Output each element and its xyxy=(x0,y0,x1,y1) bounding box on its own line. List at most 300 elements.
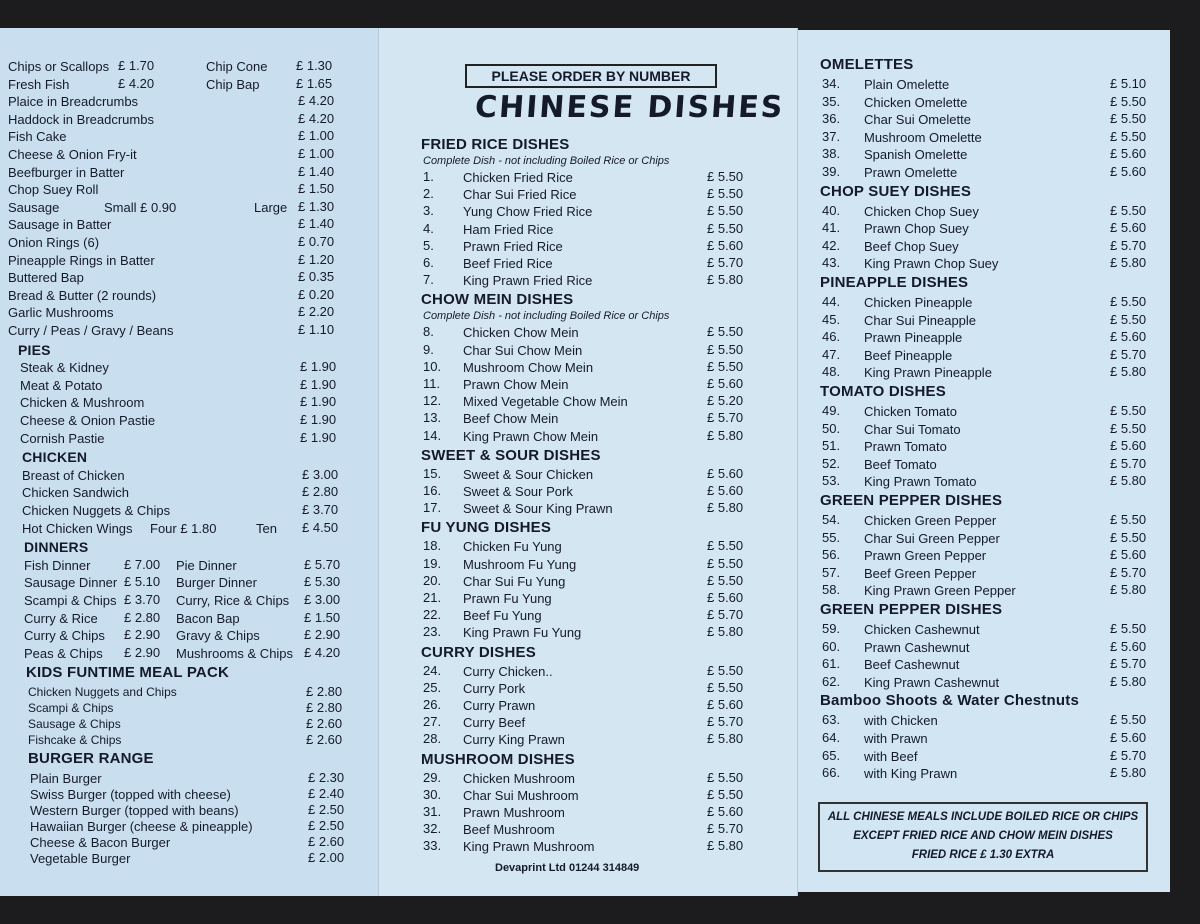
menu-item-price: £ 5.50 xyxy=(1110,111,1147,127)
item-number: 54. xyxy=(822,512,841,527)
menu-item-name: Chicken Chop Suey xyxy=(864,203,979,219)
menu-item-price: £ 1.00 xyxy=(298,128,335,144)
menu-item-name: King Prawn Fried Rice xyxy=(463,273,593,289)
item-number: 51. xyxy=(822,438,841,454)
section-title: SWEET & SOUR DISHES xyxy=(421,446,601,464)
menu-item-name: Prawn Mushroom xyxy=(463,805,565,820)
menu-item-size: Small £ 0.90 xyxy=(104,199,177,215)
menu-item-name: Sausage & Chips xyxy=(28,717,121,731)
menu-item-price: £ 5.80 xyxy=(707,731,744,747)
menu-item-name: Char Sui Tomato xyxy=(864,421,961,437)
menu-item-name: Mushroom Fu Yung xyxy=(463,556,577,572)
menu-item-price: £ 5.50 xyxy=(1110,420,1147,436)
menu-item-name: Chips or Scallops xyxy=(8,59,110,74)
menu-item-price: £ 5.60 xyxy=(1110,329,1147,345)
menu-item-name: Meat & Potato xyxy=(20,377,103,393)
section-title: PIES xyxy=(18,341,51,358)
menu-item-name: Cheese & Onion Fry-it xyxy=(8,147,137,162)
menu-item-price: £ 5.50 xyxy=(1110,403,1147,418)
item-number: 60. xyxy=(822,638,841,654)
section-note: Complete Dish - not including Boiled Rice or Chips xyxy=(423,310,670,323)
menu-item-name: Sausage xyxy=(8,199,60,215)
menu-item-name: Sausage in Batter xyxy=(8,217,112,233)
menu-item-price: £ 1.40 xyxy=(298,216,335,232)
menu-item-name: Chip Bap xyxy=(206,76,260,92)
menu-item-name: Chicken Nuggets and Chips xyxy=(28,685,177,699)
item-number: 21. xyxy=(423,590,442,605)
section-title: BURGER RANGE xyxy=(28,750,154,767)
menu-item-price: £ 5.80 xyxy=(1110,582,1147,598)
menu-item-name: Plain Burger xyxy=(30,770,102,786)
item-number: 63. xyxy=(822,712,841,728)
item-number: 30. xyxy=(423,786,442,802)
item-number: 42. xyxy=(822,237,841,253)
menu-item-size: Four £ 1.80 xyxy=(150,520,217,536)
menu-item-price: £ 5.50 xyxy=(1110,294,1147,309)
item-number: 15. xyxy=(423,465,442,481)
menu-item-price: £ 5.50 xyxy=(707,341,744,357)
menu-item-name: Swiss Burger (topped with cheese) xyxy=(30,786,231,802)
item-number: 1. xyxy=(423,169,434,184)
menu-item-name: Burger Dinner xyxy=(176,575,257,591)
menu-item-name: Cheese & Bacon Burger xyxy=(30,834,171,850)
menu-item-price: £ 5.50 xyxy=(707,220,744,236)
menu-item-name: Chicken Tomato xyxy=(864,404,957,419)
section-title: CHOP SUEY DISHES xyxy=(820,182,972,200)
menu-item-name: Pie Dinner xyxy=(176,557,237,573)
section-title: FU YUNG DISHES xyxy=(421,519,552,537)
menu-item-name: King Prawn Pineapple xyxy=(864,365,992,381)
item-number: 31. xyxy=(423,804,442,819)
menu-item-name: Chip Cone xyxy=(206,59,268,74)
menu-item-name: Plain Omelette xyxy=(864,77,950,92)
menu-item-name: Char Sui Omelette xyxy=(864,112,971,128)
printer-credit: Devaprint Ltd 01244 314849 xyxy=(495,862,640,874)
menu-item-price: £ 5.60 xyxy=(707,804,744,819)
menu-item-name: Vegetable Burger xyxy=(30,850,131,866)
menu-item-price: £ 3.00 xyxy=(304,592,341,607)
menu-item-name: King Prawn Fu Yung xyxy=(463,625,582,641)
item-number: 61. xyxy=(822,656,841,672)
menu-item-name: Mixed Vegetable Chow Mein xyxy=(463,394,628,410)
menu-item-price: £ 5.50 xyxy=(707,662,744,678)
section-title: PINEAPPLE DISHES xyxy=(820,274,969,291)
menu-item-name: Spanish Omelette xyxy=(864,147,968,163)
item-number: 55. xyxy=(822,529,841,545)
menu-item-price: £ 5.80 xyxy=(1110,673,1147,689)
menu-item-price: £ 5.80 xyxy=(707,500,744,516)
menu-item-name: Beef Fried Rice xyxy=(463,256,553,271)
menu-item-name: Prawn Tomato xyxy=(864,439,947,455)
item-number: 20. xyxy=(423,572,442,588)
menu-item-name: Scampi & Chips xyxy=(28,701,114,715)
menu-item-price: £ 5.80 xyxy=(1110,364,1147,380)
menu-item-name: Mushroom Chow Mein xyxy=(463,359,594,375)
item-number: 11. xyxy=(423,376,441,391)
item-number: 29. xyxy=(423,769,442,785)
menu-item-name: Curry / Peas / Gravy / Beans xyxy=(8,323,174,338)
menu-item-name: Chicken Mushroom xyxy=(463,770,575,786)
menu-item-name: with King Prawn xyxy=(864,766,958,782)
item-number: 26. xyxy=(423,697,442,712)
menu-item-name: Fresh Fish xyxy=(8,76,70,92)
menu-item-size: Ten xyxy=(256,520,277,536)
item-number: 24. xyxy=(423,662,442,678)
menu-item-price: £ 0.70 xyxy=(298,234,335,249)
menu-item-price: £ 5.50 xyxy=(1110,529,1147,545)
menu-item-price: £ 5.70 xyxy=(1110,747,1147,763)
menu-item-name: Beef Cashewnut xyxy=(864,657,960,673)
menu-item-price: £ 5.80 xyxy=(707,838,744,854)
item-number: 28. xyxy=(423,731,442,747)
menu-item-name: Pineapple Rings in Batter xyxy=(8,252,155,268)
menu-item-price: £ 1.10 xyxy=(298,322,335,337)
menu-item-name: Prawn Chop Suey xyxy=(864,221,969,237)
menu-item-price: £ 2.60 xyxy=(306,716,343,731)
menu-item-name: Cheese & Onion Pastie xyxy=(20,413,156,428)
menu-item-price: £ 5.50 xyxy=(707,679,744,695)
item-number: 40. xyxy=(822,202,841,218)
menu-item-price: £ 1.20 xyxy=(298,251,335,267)
menu-item-name: Steak & Kidney xyxy=(20,360,109,376)
menu-item-price: £ 5.70 xyxy=(707,255,744,270)
item-number: 32. xyxy=(423,821,442,837)
menu-item-price: £ 5.60 xyxy=(707,697,744,712)
item-number: 7. xyxy=(423,272,434,288)
menu-item-price: £ 5.80 xyxy=(707,624,744,640)
menu-item-name: Hot Chicken Wings xyxy=(22,520,133,536)
section-title: GREEN PEPPER DISHES xyxy=(820,492,1003,509)
section-title: Bamboo Shoots & Water Chestnuts xyxy=(820,692,1079,710)
menu-item-price: £ 4.20 xyxy=(118,75,155,91)
menu-item-name: Prawn Cashewnut xyxy=(864,639,970,655)
menu-item-price: £ 5.50 xyxy=(1110,311,1147,327)
menu-item-name: Fishcake & Chips xyxy=(28,733,122,747)
menu-item-name: Hawaiian Burger (cheese & pineapple) xyxy=(30,818,253,834)
menu-item-name: Bacon Bap xyxy=(176,610,240,626)
menu-item-price: £ 5.70 xyxy=(707,410,744,426)
menu-item-price: £ 5.70 xyxy=(304,556,341,572)
menu-item-name: Beef Pineapple xyxy=(864,347,953,363)
section-note: Complete Dish - not including Boiled Rice or Chips xyxy=(423,155,670,167)
menu-item-name: Chicken Chow Mein xyxy=(463,325,579,341)
menu-item-price: £ 5.70 xyxy=(1110,564,1147,580)
menu-item-name: Char Sui Fried Rice xyxy=(463,187,577,203)
menu-item-price: £ 5.50 xyxy=(1110,621,1147,636)
menu-item-price: £ 1.30 xyxy=(296,58,333,73)
menu-item-price: £ 1.00 xyxy=(298,146,335,161)
menu-item-price: £ 5.50 xyxy=(707,169,744,184)
menu-item-price: £ 5.70 xyxy=(1110,237,1147,253)
menu-item-name: Fish Cake xyxy=(8,129,67,145)
menu-item-name: Char Sui Pineapple xyxy=(864,312,977,328)
menu-item-price: £ 5.50 xyxy=(707,572,744,588)
menu-item-price: £ 5.80 xyxy=(1110,255,1147,271)
menu-item-name: Chicken Omelette xyxy=(864,94,968,110)
menu-item-name: King Prawn Green Pepper xyxy=(864,583,1016,599)
section-title: GREEN PEPPER DISHES xyxy=(820,601,1003,618)
section-title: OMELETTES xyxy=(820,56,914,73)
item-number: 10. xyxy=(423,358,442,374)
menu-item-name: Beef Tomato xyxy=(864,456,937,472)
menu-item-name: Scampi & Chips xyxy=(24,593,117,608)
menu-item-name: King Prawn Chop Suey xyxy=(864,256,999,272)
menu-item-price: £ 5.70 xyxy=(1110,455,1147,471)
menu-item-name: Char Sui Mushroom xyxy=(463,787,579,803)
menu-item-price: £ 5.70 xyxy=(707,821,744,837)
menu-item-name: King Prawn Cashewnut xyxy=(864,674,1000,690)
menu-item-price: £ 5.50 xyxy=(707,358,744,374)
menu-item-price: £ 2.80 xyxy=(306,684,343,699)
menu-item-price: £ 5.60 xyxy=(1110,438,1147,454)
menu-item-name: with Beef xyxy=(864,748,918,764)
menu-item-price: £ 2.80 xyxy=(302,484,339,500)
menu-item-price: £ 1.50 xyxy=(304,609,341,625)
menu-item-name: Garlic Mushrooms xyxy=(8,305,114,321)
menu-item-price: £ 1.90 xyxy=(300,429,337,445)
menu-item-name: Plaice in Breadcrumbs xyxy=(8,94,139,110)
menu-item-name: Chicken Nuggets & Chips xyxy=(22,503,171,518)
menu-item-price: £ 5.60 xyxy=(1110,547,1147,563)
section-title: CHICKEN xyxy=(22,449,88,466)
middle-panel xyxy=(378,28,798,896)
menu-item-name: Beef Mushroom xyxy=(463,822,555,838)
chinese-dishes-title: CHINESE DISHES xyxy=(473,90,786,125)
menu-item-price: £ 5.60 xyxy=(1110,164,1147,179)
menu-item-name: King Prawn Mushroom xyxy=(463,839,595,855)
item-number: 62. xyxy=(822,673,841,689)
menu-item-price: £ 5.50 xyxy=(707,186,744,202)
menu-item-price: £ 2.90 xyxy=(124,627,161,643)
section-title: CURRY DISHES xyxy=(421,643,536,661)
menu-item-price: £ 5.60 xyxy=(707,590,744,605)
menu-item-name: Onion Rings (6) xyxy=(8,235,100,250)
item-number: 23. xyxy=(423,624,442,640)
menu-item-price: £ 5.50 xyxy=(707,769,744,785)
item-number: 57. xyxy=(822,564,841,580)
menu-item-price: £ 5.60 xyxy=(707,237,744,253)
menu-item-price: £ 5.60 xyxy=(707,465,744,481)
menu-item-name: Chicken Cashewnut xyxy=(864,622,980,637)
item-number: 65. xyxy=(822,747,841,763)
menu-item-price: £ 5.70 xyxy=(707,607,744,623)
item-number: 56. xyxy=(822,547,841,563)
menu-item-price: £ 5.50 xyxy=(707,203,744,219)
menu-item-price: £ 2.50 xyxy=(308,801,345,817)
item-number: 43. xyxy=(822,255,841,271)
menu-item-name: Curry & Rice xyxy=(24,610,98,626)
item-number: 25. xyxy=(423,679,442,695)
menu-item-name: Fish Dinner xyxy=(24,557,91,573)
menu-item-price: £ 5.60 xyxy=(707,483,744,498)
item-number: 58. xyxy=(822,582,841,598)
item-number: 4. xyxy=(423,220,434,236)
menu-item-price: £ 5.50 xyxy=(1110,202,1147,218)
menu-item-price: £ 5.60 xyxy=(1110,730,1147,745)
menu-item-name: Char Sui Chow Mein xyxy=(463,342,583,358)
menu-item-name: Beef Green Pepper xyxy=(864,565,977,581)
menu-item-price: £ 1.65 xyxy=(296,75,333,91)
item-number: 2. xyxy=(423,186,434,202)
item-number: 19. xyxy=(423,555,442,571)
section-title: DINNERS xyxy=(24,539,89,556)
item-number: 22. xyxy=(423,607,442,623)
menu-item-price: £ 0.35 xyxy=(298,269,335,285)
menu-item-price: £ 5.50 xyxy=(707,538,744,554)
item-number: 9. xyxy=(423,341,434,357)
item-number: 17. xyxy=(423,500,442,516)
menu-item-name: Sweet & Sour King Prawn xyxy=(463,501,613,517)
menu-item-price: £ 5.70 xyxy=(707,714,744,730)
item-number: 14. xyxy=(423,427,442,443)
item-number: 41. xyxy=(822,220,841,236)
item-number: 47. xyxy=(822,346,841,362)
menu-item-name: Bread & Butter (2 rounds) xyxy=(8,287,157,303)
item-number: 44. xyxy=(822,294,841,309)
menu-item-name: Curry Pork xyxy=(463,680,526,696)
menu-item-name: Chicken Fu Yung xyxy=(463,539,562,555)
menu-item-name: Chop Suey Roll xyxy=(8,182,99,198)
item-number: 48. xyxy=(822,364,841,380)
menu-item-name: Beef Chop Suey xyxy=(864,238,959,254)
menu-item-price: £ 1.90 xyxy=(300,359,337,375)
item-number: 45. xyxy=(822,311,841,327)
menu-item-name: Chicken & Mushroom xyxy=(20,395,145,411)
menu-item-price: £ 0.20 xyxy=(298,286,335,302)
menu-item-price: £ 1.90 xyxy=(300,412,337,427)
menu-item-name: Chicken Pineapple xyxy=(864,295,973,310)
menu-item-price: £ 5.50 xyxy=(1110,93,1147,109)
menu-item-price: £ 5.60 xyxy=(1110,146,1147,162)
menu-item-name: with Chicken xyxy=(864,713,938,729)
menu-item-price: £ 5.70 xyxy=(1110,346,1147,362)
footer-note-box xyxy=(818,802,1148,872)
menu-item-price: £ 4.50 xyxy=(302,519,339,535)
menu-item-name: Sweet & Sour Pork xyxy=(463,484,573,499)
menu-item-price: £ 4.20 xyxy=(304,644,341,660)
menu-item-price: £ 2.90 xyxy=(304,627,341,643)
item-number: 12. xyxy=(423,393,442,409)
menu-item-price: £ 5.50 xyxy=(1110,512,1147,527)
menu-item-name: Chicken Green Pepper xyxy=(864,513,997,528)
menu-item-price: £ 2.80 xyxy=(306,700,343,715)
menu-item-name: Prawn Fried Rice xyxy=(463,238,563,254)
menu-item-name: Curry Beef xyxy=(463,715,526,731)
menu-item-price: £ 5.50 xyxy=(707,324,744,340)
item-number: 38. xyxy=(822,146,841,162)
menu-item-price: £ 5.60 xyxy=(1110,638,1147,654)
menu-item-price: £ 3.70 xyxy=(124,592,161,607)
menu-item-price: £ 5.50 xyxy=(707,786,744,802)
menu-item-name: Chicken Fried Rice xyxy=(463,170,573,185)
item-number: 18. xyxy=(423,538,442,554)
menu-item-price: £ 3.00 xyxy=(302,466,339,482)
menu-item-price: £ 2.50 xyxy=(308,817,345,833)
menu-item-name: Curry King Prawn xyxy=(463,732,565,748)
menu-item-price: £ 5.50 xyxy=(707,555,744,571)
menu-item-name: King Prawn Chow Mein xyxy=(463,428,599,444)
menu-item-price: £ 1.90 xyxy=(300,376,337,392)
section-title: FRIED RICE DISHES xyxy=(421,136,570,153)
item-number: 34. xyxy=(822,76,841,91)
item-number: 16. xyxy=(423,483,442,498)
menu-item-price: £ 5.60 xyxy=(707,376,744,391)
menu-item-price: £ 5.50 xyxy=(1110,128,1147,144)
menu-item-price: £ 2.60 xyxy=(308,833,345,849)
item-number: 5. xyxy=(423,237,434,253)
menu-item-price: £ 5.80 xyxy=(1110,473,1147,489)
menu-item-name: Beef Chow Mein xyxy=(463,411,559,427)
menu-item-price: £ 5.80 xyxy=(707,427,744,443)
menu-item-name: Sausage Dinner xyxy=(24,575,118,591)
menu-item-price: £ 5.10 xyxy=(1110,76,1147,91)
left-panel xyxy=(0,28,378,896)
item-number: 33. xyxy=(423,838,442,854)
menu-item-price: £ 5.10 xyxy=(124,574,161,590)
menu-item-name: Cornish Pastie xyxy=(20,430,105,446)
menu-item-price: £ 5.80 xyxy=(1110,765,1147,781)
footer-line: FRIED RICE £ 1.30 EXTRA xyxy=(911,849,1055,861)
footer-line: EXCEPT FRIED RICE AND CHOW MEIN DISHES xyxy=(853,830,1113,842)
menu-item-price: £ 1.50 xyxy=(298,181,335,197)
menu-item-price: £ 4.20 xyxy=(298,93,335,109)
menu-item-name: Gravy & Chips xyxy=(176,628,260,644)
menu-item-name: Western Burger (topped with beans) xyxy=(30,802,239,818)
item-number: 46. xyxy=(822,329,841,345)
menu-item-name: Char Sui Green Pepper xyxy=(864,530,1000,546)
menu-item-price: £ 2.80 xyxy=(124,609,161,625)
item-number: 50. xyxy=(822,420,841,436)
menu-item-price: £ 5.60 xyxy=(1110,220,1147,236)
menu-item-name: Ham Fried Rice xyxy=(463,221,554,237)
menu-item-price: £ 2.60 xyxy=(306,732,343,747)
item-number: 49. xyxy=(822,403,841,418)
menu-item-name: Mushroom Omelette xyxy=(864,129,982,145)
menu-item-price: £ 5.70 xyxy=(1110,656,1147,672)
menu-item-name: Yung Chow Fried Rice xyxy=(463,204,593,220)
menu-item-name: Prawn Green Pepper xyxy=(864,548,987,564)
menu-item-name: Curry & Chips xyxy=(24,628,105,644)
menu-item-price: £ 7.00 xyxy=(124,556,161,572)
menu-item-name: Breast of Chicken xyxy=(22,467,125,483)
menu-item-price: £ 5.30 xyxy=(304,574,341,590)
order-by-number-banner: PLEASE ORDER BY NUMBER xyxy=(465,64,717,88)
menu-item-price: £ 5.20 xyxy=(707,393,744,409)
menu-item-name: Curry Prawn xyxy=(463,698,536,713)
menu-item-name: Mushrooms & Chips xyxy=(176,645,294,661)
menu-item-name: Curry, Rice & Chips xyxy=(176,593,290,608)
menu-item-price: £ 5.80 xyxy=(707,272,744,288)
menu-item-price: £ 2.20 xyxy=(298,304,335,320)
menu-item-price: £ 2.30 xyxy=(308,769,345,785)
item-number: 27. xyxy=(423,714,442,730)
item-number: 3. xyxy=(423,203,434,219)
item-number: 36. xyxy=(822,111,841,127)
item-number: 66. xyxy=(822,765,841,781)
menu-item-price: £ 2.90 xyxy=(124,644,161,660)
menu-item-name: Prawn Omelette xyxy=(864,165,958,180)
menu-item-name: Chicken Sandwich xyxy=(22,485,129,501)
menu-item-size: Large xyxy=(254,199,288,215)
menu-item-price: £ 1.40 xyxy=(298,163,335,179)
section-title: MUSHROOM DISHES xyxy=(421,750,575,768)
section-title: CHOW MEIN DISHES xyxy=(421,291,574,309)
menu-item-name: Sweet & Sour Chicken xyxy=(463,466,594,482)
item-number: 59. xyxy=(822,621,841,636)
menu-item-price: £ 1.70 xyxy=(118,58,155,73)
menu-item-name: Peas & Chips xyxy=(24,645,103,661)
menu-item-price: £ 2.40 xyxy=(308,785,345,801)
